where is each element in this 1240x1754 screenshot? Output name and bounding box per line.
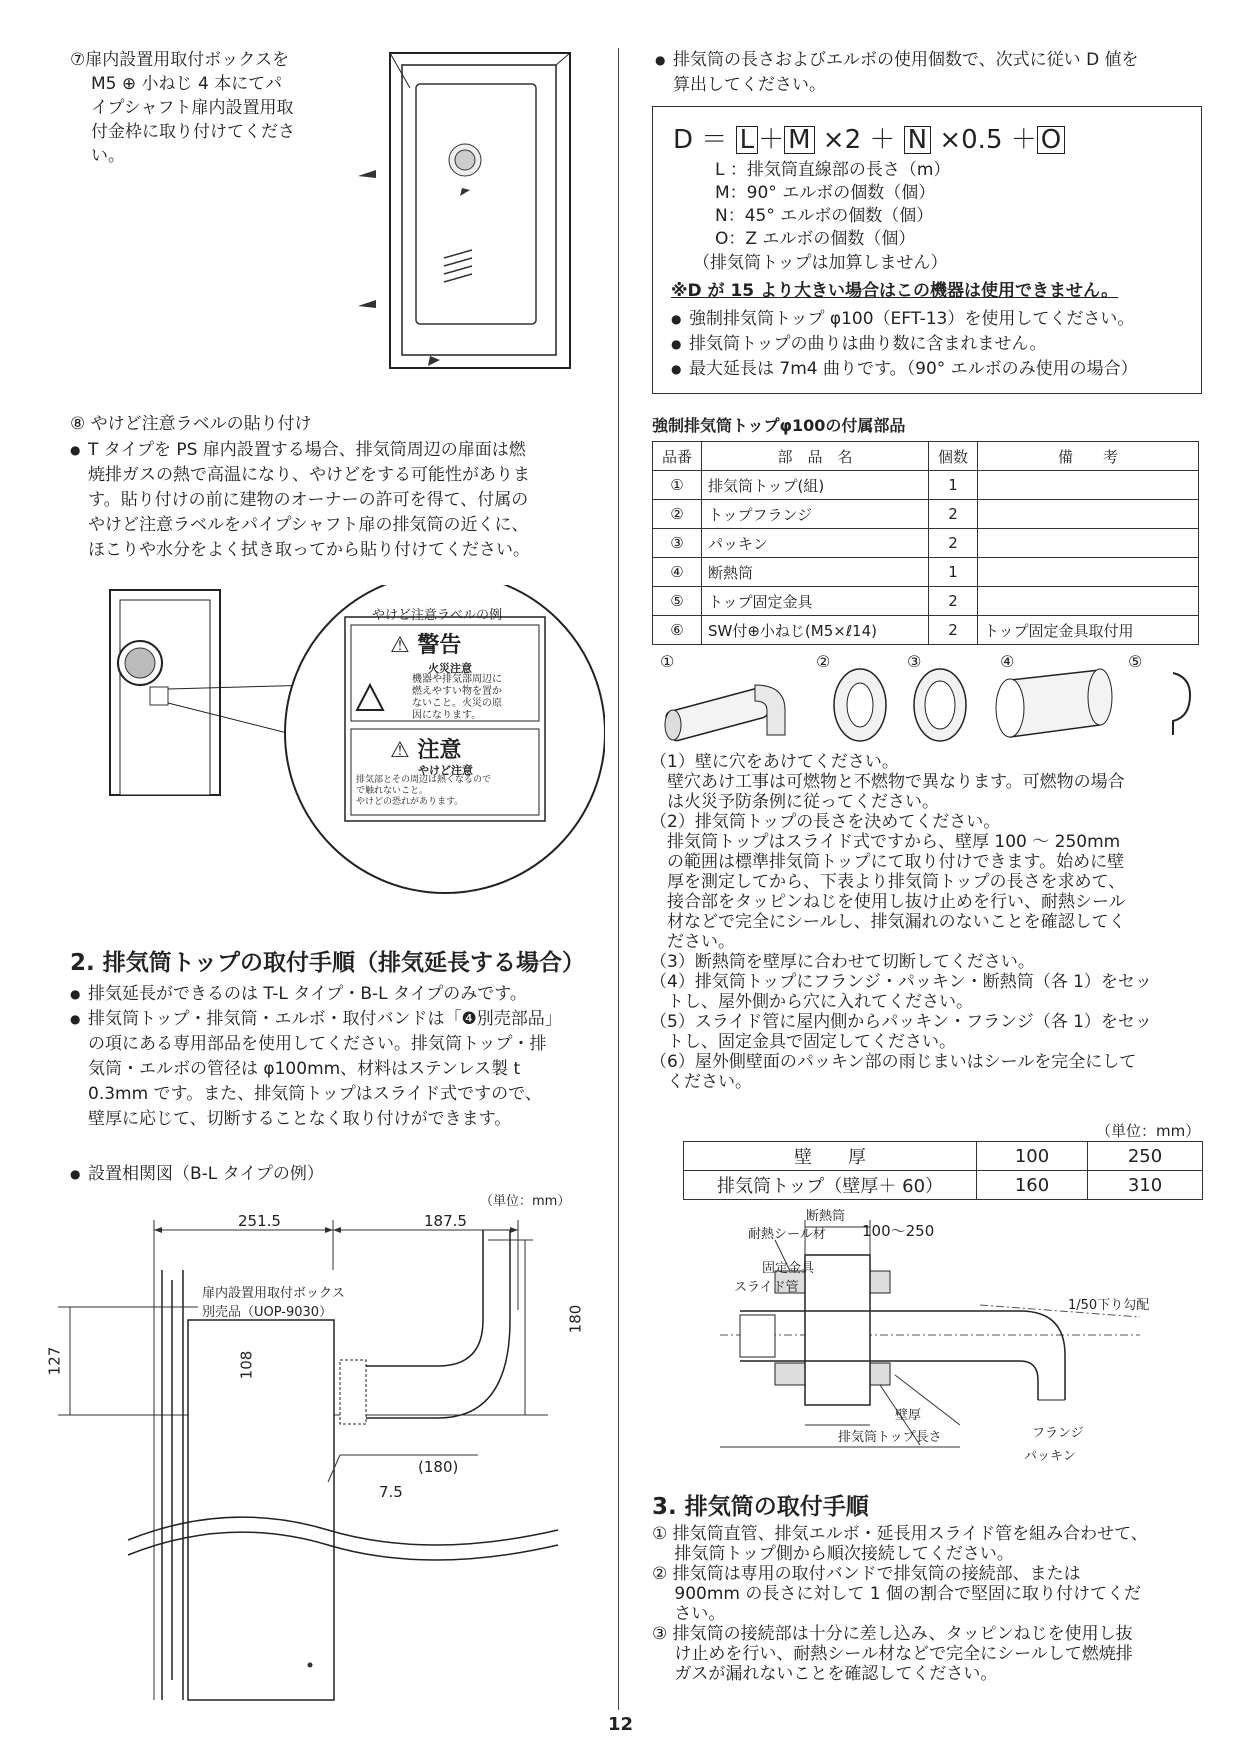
d-formula: D ＝ L ＋ M ×2 ＋ N ×0.5 ＋ O xyxy=(673,119,1065,156)
section-2-diagram-bullet: ● 設置相関図（B-L タイプの例） xyxy=(70,1162,324,1187)
table-row: ④ 断熱筒 1 xyxy=(653,558,1199,587)
label-packing: パッキン xyxy=(1024,1449,1076,1464)
exhaust-top-section-diagram xyxy=(720,1215,1170,1455)
section-2-bullets xyxy=(70,982,610,1132)
formula-definitions: L ：排気筒直線部の長さ（m） M：90° エルボの個数（個） N：45° エルボの個数（個） O：Z エルボの個数（個） xyxy=(715,160,951,249)
table-row: ⑥ SW付⊕小ねじ(M5×ℓ14) 2 トップ固定金具取付用 xyxy=(653,616,1199,645)
table-header-row: 品番 部 品 名 個数 備 考 xyxy=(653,442,1199,471)
insulation-tube-part xyxy=(996,669,1112,737)
mounting-box-illustration xyxy=(350,48,580,373)
wall-table-unit: （単位：mm） xyxy=(1096,1122,1201,1140)
parts-illustration xyxy=(655,655,1200,750)
label-slope: 1/50下り勾配 xyxy=(1068,1298,1150,1313)
dimension-127: 127 xyxy=(45,1346,64,1376)
d-limit-warning: ※D が 15 より大きい場合はこの機器は使用できません。 xyxy=(671,281,1119,301)
dimension-180-horizontal: (180) xyxy=(418,1458,459,1476)
burn-label-illustration xyxy=(95,585,605,920)
step-8-text: ● T タイプを PS 扉内設置する場合、排気筒周辺の扉面は燃 焼排ガスの熱で高温になり、やけどをする可能性がありま す。貼り付けの前に建物のオーナーの許可を得て、付属の やけど注意ラベルをパイプシャフト扉の排気筒の近くに、 ほこりや水分をよく拭き取ってから貼り付けてください。 xyxy=(70,438,600,563)
warning-subtitle: 火災注意 xyxy=(428,662,472,675)
exhaust-top-part xyxy=(665,685,785,742)
formula-box xyxy=(652,106,1202,394)
step-8-body xyxy=(70,438,600,563)
caution-subtitle: やけど注意 xyxy=(418,764,473,777)
label-slide-pipe: スライド管 xyxy=(734,1280,799,1295)
label-range: 100～250 xyxy=(862,1222,935,1240)
part-number-1: ① xyxy=(660,652,675,671)
dimension-180-vertical: 180 xyxy=(566,1304,585,1334)
label-wall-thickness: 壁厚 xyxy=(895,1408,922,1423)
part-number-2: ② xyxy=(816,652,831,671)
table-row: ① 排気筒トップ(組) 1 xyxy=(653,471,1199,500)
step-7-line: い。 xyxy=(91,146,125,166)
section-2-title: 2. 排気筒トップの取付手順（排気延長する場合） xyxy=(70,950,586,976)
formula-O: O xyxy=(1037,126,1065,154)
dimension-108: 108 xyxy=(237,1350,256,1380)
d-value-intro: ● 排気筒の長さおよびエルボの使用個数で、次式に従い D 値を 算出してください。 xyxy=(655,48,1215,98)
part-number-3: ③ xyxy=(907,652,922,671)
label-fixing-bracket: 固定金具 xyxy=(762,1261,815,1276)
step-7-number: ⑦ xyxy=(70,50,86,70)
caution-title: ⚠ 注意 xyxy=(390,738,462,763)
step-8-title: ⑧ やけど注意ラベルの貼り付け xyxy=(70,414,312,434)
fixing-bracket-part xyxy=(1173,673,1190,735)
wall-thickness-table xyxy=(683,1141,1203,1200)
section-2-bullet: ● 排気延長ができるのは T-L タイプ・B-L タイプのみです。 xyxy=(70,982,610,1007)
label-dannetsu: 断熱筒 xyxy=(806,1209,846,1224)
caution-text: 排気部とその周辺は熱くなるので で触れないこと。 やけどの恐れがあります。 xyxy=(356,775,492,807)
step-7 xyxy=(70,48,340,168)
section-2-bullet: ● 排気筒トップ・排気筒・エルボ・取付バンドは「❹別売部品」 の項にある専用部品を使用してください。排気筒トップ・排 気筒・エルボの管径は φ100mm、材料はステンレス製 t 0.3mm です。また、排気筒トップはスライド式ですので、 壁厚に応じて、切断することなく取り付けができます。 xyxy=(70,1007,610,1132)
section-3-title: 3. 排気筒の取付手順 xyxy=(652,1494,869,1520)
label-example-caption: やけど注意ラベルの例 xyxy=(372,608,503,623)
formula-L: L xyxy=(736,126,759,154)
step-7-line: M5 ⊕ 小ねじ 4 本にてパ xyxy=(91,74,283,94)
section-3-items: ① 排気筒直管、排気エルボ・延長用スライド管を組み合わせて、 排気筒トップ側から順次接続してください。 ② 排気筒は専用の取付バンドで排気筒の接続部、または 900mm の長さに対して 1 個の割合で堅固に取り付けてくだ さい。 ③ 排気筒の接続部は十分に差し込み、タッピンねじを使用し抜 け止めを行い、耐熱シール材などで完全にシールして燃焼排 ガスが漏れないことを確認してください。 xyxy=(652,1524,1148,1684)
mounting-box-label: 扉内設置用取付ボックス 別売品（UOP-9030） xyxy=(202,1286,345,1320)
step-7-line: 付金枠に取り付けてくださ xyxy=(91,122,295,142)
parts-title: 強制排気筒トップφ100の付属部品 xyxy=(652,416,906,435)
table-row: ② トップフランジ 2 xyxy=(653,500,1199,529)
label-flange: フランジ xyxy=(1032,1426,1084,1441)
formula-bullets: ● 強制排気筒トップ φ100（EFT-13）を使用してください。 ● 排気筒トップの曲りは曲り数に含まれません。 ● 最大延長は 7m4 曲りです。（90° エルボのみ使用の場合） xyxy=(671,307,1201,382)
table-row: 壁 厚 100 250 xyxy=(684,1142,1203,1171)
table-row: ③ パッキン 2 xyxy=(653,529,1199,558)
dimension-251-5: 251.5 xyxy=(238,1212,281,1230)
table-row: 排気筒トップ（壁厚＋ 60） 160 310 xyxy=(684,1171,1203,1200)
diagram-unit: （単位：mm） xyxy=(480,1194,571,1209)
formula-M: M xyxy=(784,126,814,154)
install-steps: （1）壁に穴をあけてください。 壁穴あけ工事は可燃物と不燃物で異なります。可燃物の場合 は火災予防条例に従ってください。 （2）排気筒トップの長さを決めてください。 排気筒トップはスライド式ですから、壁厚 100 ～ 250mm の範囲は標準排気筒トップにて取り付けできます。始めに壁 厚を測定してから、下表より排気筒トップの長さを求めて、 接合部をタッピンねじを使用し抜け止めを行い、耐熱シール 材などで完全にシールし、排気漏れのないことを確認してく ださい。 （3）断熱筒を壁厚に合わせて切断してください。 （4）排気筒トップにフランジ・パッキン・断熱筒（各 1）をセッ トし、屋外側から穴に入れてください。 （5）スライド管に屋内側からパッキン・フランジ（各 1）をセッ トし、固定金具で固定してください。 （6）屋外側壁面のパッキン部の雨じまいはシールを完全にして ください。 xyxy=(650,752,1152,1092)
label-top-length: 排気筒トップ長さ xyxy=(838,1430,942,1445)
dimension-7-5: 7.5 xyxy=(379,1483,403,1501)
formula-N: N xyxy=(904,126,931,154)
part-number-4: ④ xyxy=(1000,652,1015,671)
page-number: 12 xyxy=(608,1714,634,1735)
label-heat-seal: 耐熱シール材 xyxy=(748,1227,826,1242)
parts-table xyxy=(652,441,1199,645)
column-divider xyxy=(618,48,619,1710)
table-row: ⑤ トップ固定金具 2 xyxy=(653,587,1199,616)
dimension-187-5: 187.5 xyxy=(424,1212,467,1230)
part-number-5: ⑤ xyxy=(1128,652,1143,671)
step-7-line: イプシャフト扉内設置用取 xyxy=(91,98,294,118)
warning-text: 機器や排気部周辺に 燃えやすい物を置か ないこと。火災の原 因になります。 xyxy=(412,674,502,721)
formula-note: （排気筒トップは加算しません） xyxy=(693,253,948,273)
warning-title: ⚠ 警告 xyxy=(390,633,462,658)
step-7-line: 扉内設置用取付ボックスを xyxy=(85,50,290,70)
